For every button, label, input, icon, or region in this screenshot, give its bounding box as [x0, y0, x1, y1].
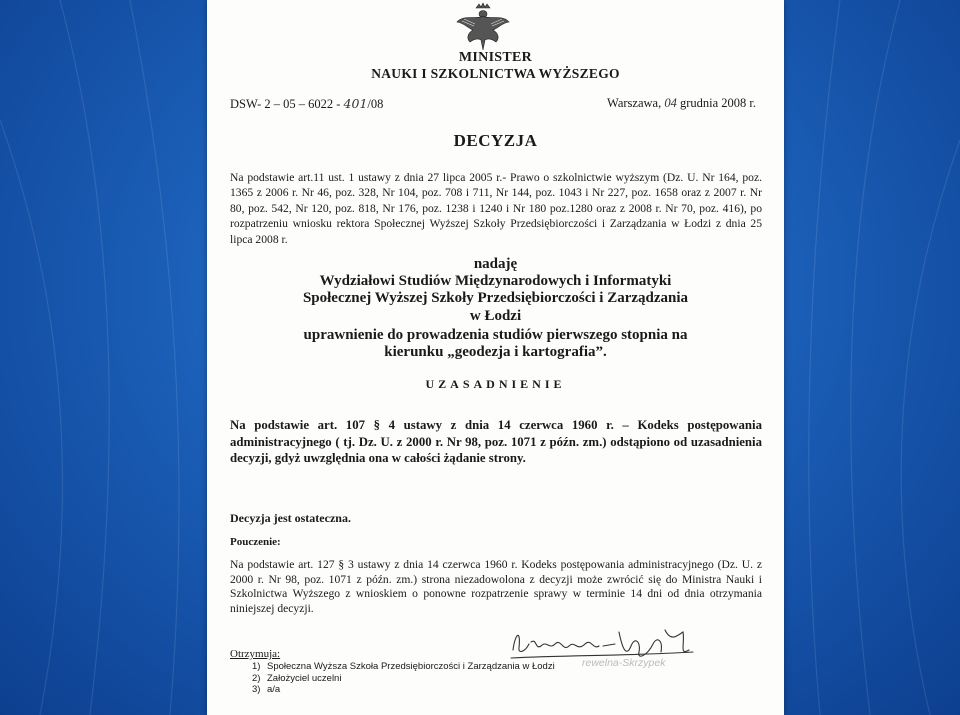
reference-handwritten-number: 401 [343, 96, 368, 111]
place: Warszawa, [607, 96, 665, 110]
decision-field-of-study: kierunku „geodezja i kartografia”. [384, 344, 607, 360]
instruction-paragraph: Na podstawie art. 127 § 3 ustawy z dnia 14 czerwca 1960 r. Kodeks postępowania administracyjnego (Dz. U. z 2000 r. Nr 98, poz. 1071 z późn. zm.) strona niezadowolona z decyzji może zwrócić się do Ministra Nauki i Szkolnictwa Wyższego z wnioskiem o ponowne rozpatrzenie sprawy w terminie 14 dni od dnia otrzymania niniejszej decyzji. [230, 558, 762, 616]
issuer-ministry: NAUKI I SZKOLNICTWA WYŻSZEGO [371, 66, 620, 81]
date-handwritten-day: 04 [664, 96, 677, 110]
recipients-heading: Otrzymuja: [230, 648, 281, 660]
instruction-heading: Pouczenie: [230, 536, 281, 548]
case-reference-number [230, 96, 383, 112]
signature-stamp: rewelna-Skrzypek [582, 657, 666, 669]
legal-basis-paragraph: Na podstawie art.11 ust. 1 ustawy z dnia 27 lipca 2005 r.- Prawo o szkolnictwie wyższym (Dz. U. Nr 164, poz. 1365 z 2006 r. Nr 46, poz. 328, Nr 104, poz. 708 i 711, Nr 144, poz. 1043 i Nr 227, poz. 1658 oraz z 2007 r. Nr 80, poz. 542, Nr 120, poz. 818, Nr 176, poz. 1238 i 1240 i Nr 180 poz.1280 oraz z 2008 r. Nr 70, poz. 416), po rozpatrzeniu wniosku rektora Społecznej Wyższej Szkoły Przedsiębiorczości i Zarządzania w Łodzi z dnia 25 lipca 2008 r. [230, 171, 762, 246]
list-item: 3) a/a [252, 684, 281, 695]
document-title: DECYZJA [453, 131, 538, 150]
polish-eagle-emblem-icon [454, 2, 512, 52]
decision-faculty: Wydziałowi Studiów Międzynarodowych i Informatyki [319, 273, 672, 289]
decision-entitlement: uprawnienie do prowadzenia studiów pierwszego stopnia na [303, 327, 688, 343]
issuer-title: MINISTER [458, 50, 533, 65]
decision-verb: nadaję [473, 256, 518, 272]
justification-heading: UZASADNIENIE [425, 377, 566, 391]
decision-city: w Łodzi [469, 308, 522, 324]
decision-document [207, 0, 784, 715]
decision-university: Społecznej Wyższej Szkoły Przedsiębiorczości i Zarządzania [302, 290, 689, 306]
reference-prefix: DSW- 2 – 05 – 6022 - [230, 97, 344, 111]
recipients-list [252, 661, 555, 696]
date-month-year: grudnia 2008 r. [676, 96, 756, 110]
list-item: 1) Społeczna Wyższa Szkoła Przedsiębiorczości i Zarządzania w Łodzi [252, 661, 555, 672]
list-item: 2) Założyciel uczelni [252, 672, 342, 684]
final-statement: Decyzja jest ostateczna. [230, 511, 351, 525]
justification-paragraph: Na podstawie art. 107 § 4 ustawy z dnia 14 czerwca 1960 r. – Kodeks postępowania administracyjnego ( tj. Dz. U. z 2000 r. Nr 98, poz. 1071 z późn. zm.) odstąpiono od uzasadnienia decyzji, gdyż uwzględnia ona w całości żądanie strony. [230, 418, 762, 466]
reference-suffix: /08 [367, 97, 384, 111]
place-and-date [607, 96, 756, 111]
